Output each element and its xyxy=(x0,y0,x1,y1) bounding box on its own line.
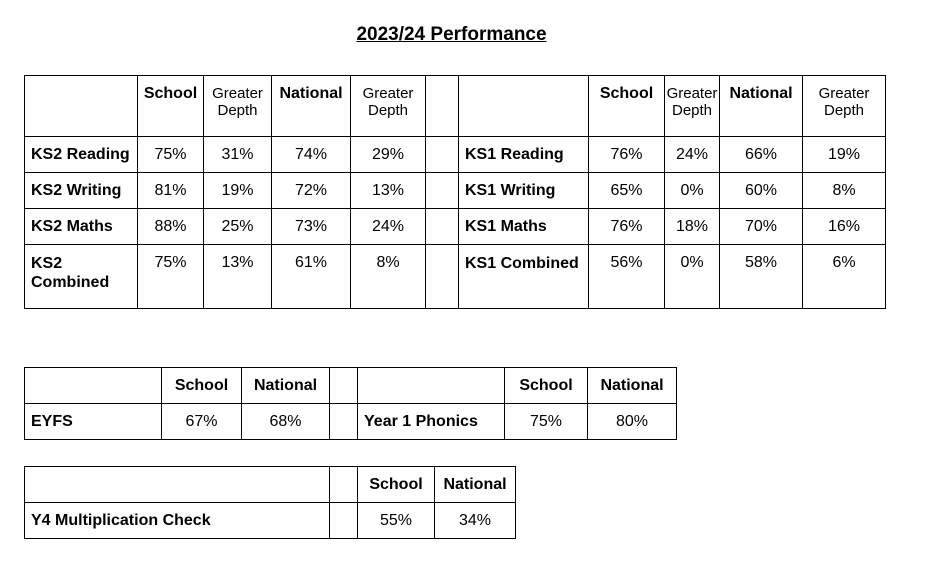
multiplication-label: Y4 Multiplication Check xyxy=(25,503,330,539)
empty-header-cell xyxy=(358,368,505,404)
school-greater-depth-value: 24% xyxy=(665,137,720,173)
national-greater-depth-value: 16% xyxy=(803,209,886,245)
empty-header-cell xyxy=(25,368,162,404)
table-header-row xyxy=(25,467,516,503)
school-value: 76% xyxy=(589,137,665,173)
phonics-school-header: School xyxy=(505,368,588,404)
school-greater-depth-value: 25% xyxy=(204,209,272,245)
spacer-cell xyxy=(330,404,358,440)
school-value: 81% xyxy=(138,173,204,209)
ks2-school-greater-depth-header: Greater Depth xyxy=(204,76,272,137)
row-label: KS1 Writing xyxy=(459,173,589,209)
multiplication-national-header: National xyxy=(435,467,516,503)
school-value: 75% xyxy=(138,245,204,309)
page-title: 2023/24 Performance xyxy=(356,24,547,45)
table-row xyxy=(25,503,516,539)
spacer-cell xyxy=(426,137,459,173)
national-value: 66% xyxy=(720,137,803,173)
spacer-cell xyxy=(426,245,459,309)
multiplication-check-table xyxy=(24,466,516,539)
multiplication-school-header: School xyxy=(358,467,435,503)
row-label: KS1 Combined xyxy=(459,245,589,309)
school-value: 75% xyxy=(138,137,204,173)
table-row xyxy=(25,137,886,173)
spacer-cell xyxy=(426,209,459,245)
national-greater-depth-value: 8% xyxy=(351,245,426,309)
school-value: 56% xyxy=(589,245,665,309)
table-row xyxy=(25,209,886,245)
spacer-cell xyxy=(330,368,358,404)
national-greater-depth-value: 19% xyxy=(803,137,886,173)
school-greater-depth-value: 13% xyxy=(204,245,272,309)
table-row xyxy=(25,404,677,440)
empty-header-cell xyxy=(25,467,330,503)
eyfs-national-header: National xyxy=(242,368,330,404)
table-row xyxy=(25,245,886,309)
row-label: KS2 Maths xyxy=(25,209,138,245)
table-row xyxy=(25,173,886,209)
ks2-school-header: School xyxy=(138,76,204,137)
school-greater-depth-value: 19% xyxy=(204,173,272,209)
eyfs-school-header: School xyxy=(162,368,242,404)
school-greater-depth-value: 0% xyxy=(665,245,720,309)
row-label: KS2 Reading xyxy=(25,137,138,173)
national-value: 72% xyxy=(272,173,351,209)
key-stage-results-table xyxy=(24,75,886,309)
eyfs-school-value: 67% xyxy=(162,404,242,440)
empty-header-cell xyxy=(459,76,589,137)
school-value: 65% xyxy=(589,173,665,209)
ks2-national-greater-depth-header: Greater Depth xyxy=(351,76,426,137)
phonics-national-value: 80% xyxy=(588,404,677,440)
national-value: 70% xyxy=(720,209,803,245)
phonics-national-header: National xyxy=(588,368,677,404)
phonics-school-value: 75% xyxy=(505,404,588,440)
eyfs-phonics-table xyxy=(24,367,677,440)
national-greater-depth-value: 29% xyxy=(351,137,426,173)
school-greater-depth-value: 18% xyxy=(665,209,720,245)
table-header-row xyxy=(25,76,886,137)
spacer-cell xyxy=(426,76,459,137)
multiplication-school-value: 55% xyxy=(358,503,435,539)
empty-header-cell xyxy=(25,76,138,137)
eyfs-label: EYFS xyxy=(25,404,162,440)
school-greater-depth-value: 31% xyxy=(204,137,272,173)
spacer-cell xyxy=(426,173,459,209)
school-value: 88% xyxy=(138,209,204,245)
school-greater-depth-value: 0% xyxy=(665,173,720,209)
school-value: 76% xyxy=(589,209,665,245)
national-value: 61% xyxy=(272,245,351,309)
national-value: 74% xyxy=(272,137,351,173)
table-header-row xyxy=(25,368,677,404)
multiplication-national-value: 34% xyxy=(435,503,516,539)
national-value: 60% xyxy=(720,173,803,209)
ks1-school-greater-depth-header: Greater Depth xyxy=(665,76,720,137)
spacer-cell xyxy=(330,467,358,503)
phonics-label: Year 1 Phonics xyxy=(358,404,505,440)
row-label: KS1 Reading xyxy=(459,137,589,173)
national-greater-depth-value: 24% xyxy=(351,209,426,245)
national-greater-depth-value: 8% xyxy=(803,173,886,209)
ks1-national-greater-depth-header: Greater Depth xyxy=(803,76,886,137)
row-label: KS2 Combined xyxy=(25,245,138,309)
ks2-national-header: National xyxy=(272,76,351,137)
national-value: 58% xyxy=(720,245,803,309)
eyfs-national-value: 68% xyxy=(242,404,330,440)
row-label: KS2 Writing xyxy=(25,173,138,209)
ks1-national-header: National xyxy=(720,76,803,137)
spacer-cell xyxy=(330,503,358,539)
row-label: KS1 Maths xyxy=(459,209,589,245)
ks1-school-header: School xyxy=(589,76,665,137)
national-value: 73% xyxy=(272,209,351,245)
national-greater-depth-value: 6% xyxy=(803,245,886,309)
national-greater-depth-value: 13% xyxy=(351,173,426,209)
